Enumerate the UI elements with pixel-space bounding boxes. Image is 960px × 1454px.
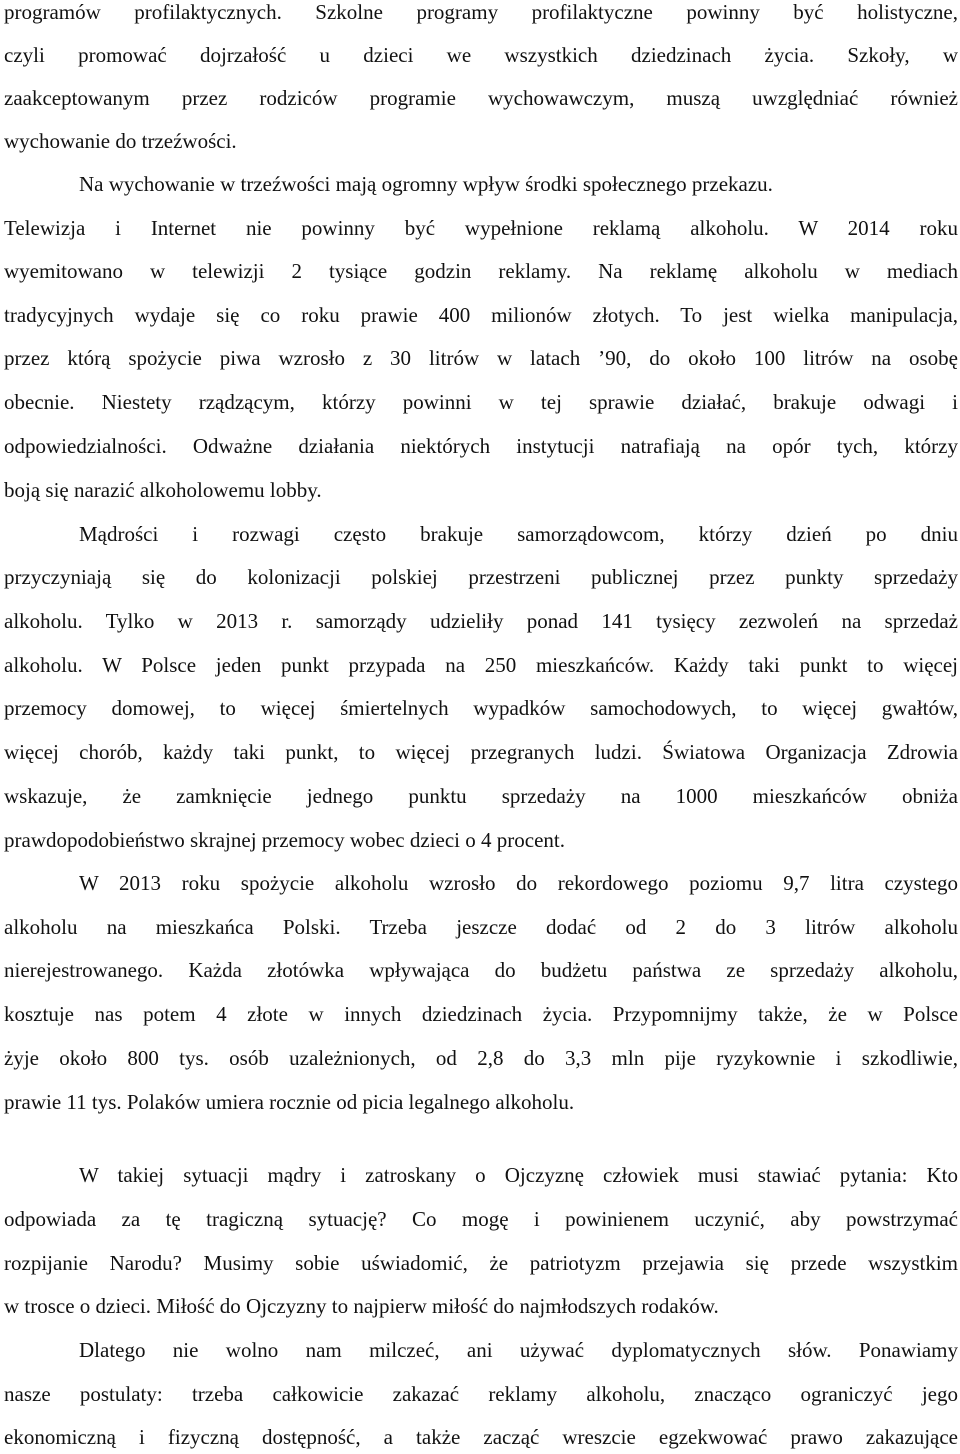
text-line: przez którą spożycie piwa wzrosło z 30 litrów w latach ’90, do około 100 litrów na osobę bbox=[4, 346, 958, 370]
text-line: więcej chorób, każdy taki punkt, to więcej przegranych ludzi. Światowa Organizacja Zdrowia bbox=[4, 740, 958, 764]
text-line: ekonomiczną i fizyczną dostępność, a także zacząć wreszcie egzekwować prawo zakazujące bbox=[4, 1425, 958, 1449]
text-line: w trosce o dzieci. Miłość do Ojczyzny to najpierw miłość do najmłodszych rodaków. bbox=[4, 1294, 719, 1318]
text-line: tradycyjnych wydaje się co roku prawie 400 milionów złotych. To jest wielka manipulacja, bbox=[4, 303, 958, 327]
text-line: odpowiada za tę tragiczną sytuację? Co mogę i powinienem uczynić, aby powstrzymać bbox=[4, 1207, 958, 1231]
paragraph-first-line: Dlatego nie wolno nam milczeć, ani używać dyplomatycznych słów. Ponawiamy bbox=[79, 1338, 958, 1362]
text-line: żyje około 800 tys. osób uzależnionych, od 2,8 do 3,3 mln pije ryzykownie i szkodliwie, bbox=[4, 1046, 958, 1070]
text-line: czyli promować dojrzałość u dzieci we wszystkich dziedzinach życia. Szkoły, w bbox=[4, 43, 958, 67]
text-line: odpowiedzialności. Odważne działania niektórych instytucji natrafiają na opór tych, którzy bbox=[4, 434, 958, 458]
text-line: obecnie. Niestety rządzącym, którzy powinni w tej sprawie działać, brakuje odwagi i bbox=[4, 390, 958, 414]
text-line: alkoholu. Tylko w 2013 r. samorządy udzieliły ponad 141 tysięcy zezwoleń na sprzedaż bbox=[4, 609, 958, 633]
paragraph-first-line: Mądrości i rozwagi często brakuje samorządowcom, którzy dzień po dniu bbox=[79, 522, 958, 546]
text-line: wskazuje, że zamknięcie jednego punktu sprzedaży na 1000 mieszkańców obniża bbox=[4, 784, 958, 808]
text-line: boją się narazić alkoholowemu lobby. bbox=[4, 478, 322, 502]
text-line: przemocy domowej, to więcej śmiertelnych wypadków samochodowych, to więcej gwałtów, bbox=[4, 696, 958, 720]
text-line: nasze postulaty: trzeba całkowicie zakazać reklamy alkoholu, znacząco ograniczyć jego bbox=[4, 1382, 958, 1406]
text-line: alkoholu na mieszkańca Polski. Trzeba jeszcze dodać od 2 do 3 litrów alkoholu bbox=[4, 915, 958, 939]
text-line: zaakceptowanym przez rodziców programie wychowawczym, muszą uwzględniać również bbox=[4, 86, 958, 110]
text-line: wychowanie do trzeźwości. bbox=[4, 129, 237, 153]
text-line: alkoholu. W Polsce jeden punkt przypada na 250 mieszkańców. Każdy taki punkt to więcej bbox=[4, 653, 958, 677]
text-line: przyczyniają się do kolonizacji polskiej przestrzeni publicznej przez punkty sprzedaży bbox=[4, 565, 958, 589]
text-line: nierejestrowanego. Każda złotówka wpływająca do budżetu państwa ze sprzedaży alkoholu, bbox=[4, 958, 958, 982]
text-line: programów profilaktycznych. Szkolne programy profilaktyczne powinny być holistyczne, bbox=[4, 0, 958, 24]
text-line: rozpijanie Narodu? Musimy sobie uświadomić, że patriotyzm przejawia się przede wszystkim bbox=[4, 1251, 958, 1275]
paragraph-first-line: W 2013 roku spożycie alkoholu wzrosło do rekordowego poziomu 9,7 litra czystego bbox=[79, 871, 958, 895]
text-line: kosztuje nas potem 4 złote w innych dziedzinach życia. Przypomnijmy także, że w Polsce bbox=[4, 1002, 958, 1026]
text-line: wyemitowano w telewizji 2 tysiące godzin reklamy. Na reklamę alkoholu w mediach bbox=[4, 259, 958, 283]
paragraph-first-line: W takiej sytuacji mądry i zatroskany o Ojczyznę człowiek musi stawiać pytania: Kto bbox=[79, 1163, 958, 1187]
text-line: Telewizja i Internet nie powinny być wypełnione reklamą alkoholu. W 2014 roku bbox=[4, 216, 958, 240]
paragraph-first-line: Na wychowanie w trzeźwości mają ogromny wpływ środki społecznego przekazu. bbox=[79, 172, 773, 196]
text-line: prawdopodobieństwo skrajnej przemocy wobec dzieci o 4 procent. bbox=[4, 828, 565, 852]
text-line: prawie 11 tys. Polaków umiera rocznie od picia legalnego alkoholu. bbox=[4, 1090, 575, 1114]
